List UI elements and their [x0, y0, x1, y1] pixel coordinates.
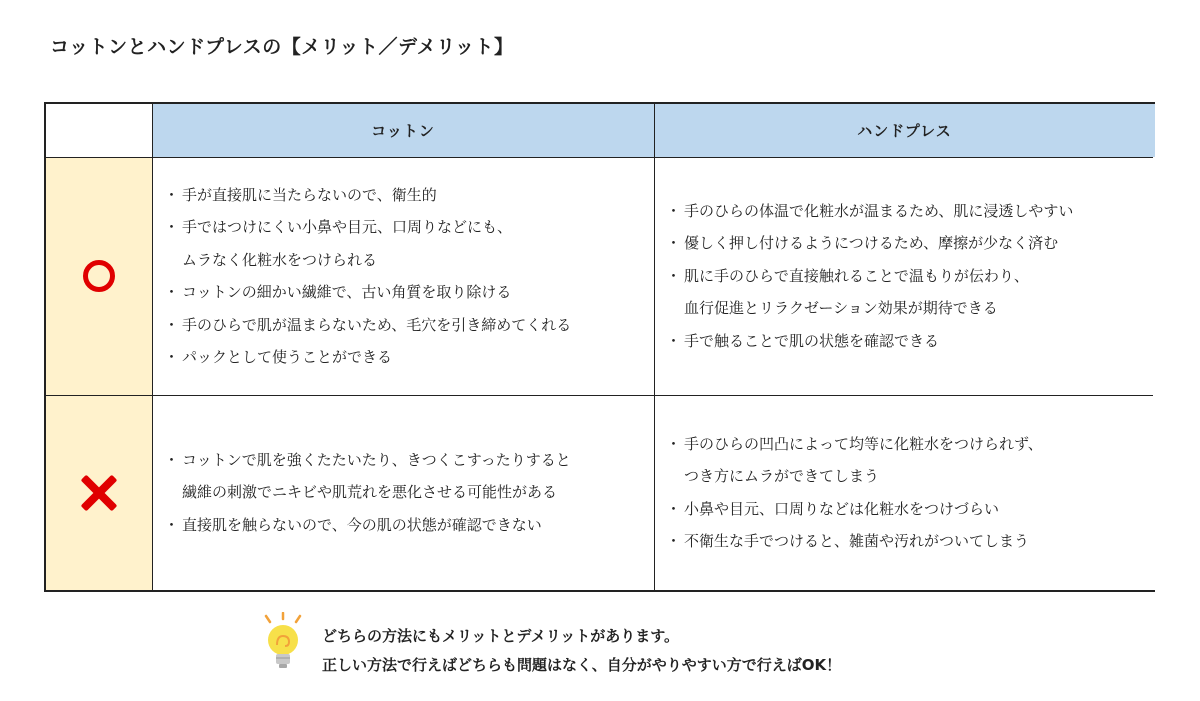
merit-row-label	[46, 157, 152, 395]
list-item: ・ 手のひらで肌が温まらないため、毛穴を引き締めてくれる	[166, 309, 571, 342]
merit-cotton-list	[166, 179, 571, 374]
demerit-cotton-cell	[152, 395, 654, 590]
list-item: ・ パックとして使うことができる	[166, 341, 571, 374]
note-line-2: 正しい方法で行えばどちらも問題はなく、自分がやりやすい方で行えばOK！	[322, 656, 842, 674]
list-item: ・ 手が直接肌に当たらないので、衛生的	[166, 179, 571, 212]
list-item: ・ コットンの細かい繊維で、古い角質を取り除ける	[166, 276, 571, 309]
note-text	[322, 622, 841, 680]
row-divider	[46, 395, 1153, 396]
list-item-continuation	[166, 476, 571, 509]
list-item-continuation	[668, 460, 1043, 493]
list-item-text: ムラなく化粧水をつけられる	[182, 250, 378, 269]
demerit-hand-press-list	[668, 428, 1043, 558]
column-divider	[152, 104, 153, 590]
list-item: ・ 手で触ることで肌の状態を確認できる	[668, 325, 1073, 358]
list-item: ・ 優しく押し付けるようにつけるため、摩擦が少なく済む	[668, 227, 1073, 260]
list-item-text: 血行促進とリラクゼーション効果が期待できる	[684, 299, 998, 318]
list-item-continuation	[166, 244, 571, 277]
summary-note	[258, 612, 958, 682]
row-divider	[46, 157, 1153, 158]
list-item: ・ 手ではつけにくい小鼻や目元、口周りなどにも、	[166, 211, 571, 244]
list-item: ・ 直接肌を触らないので、今の肌の状態が確認できない	[166, 509, 571, 542]
column-divider	[654, 104, 655, 590]
demerit-cotton-list	[166, 444, 571, 542]
list-item-text: 繊維の刺激でニキビや肌荒れを悪化させる可能性がある	[182, 483, 558, 502]
lightbulb-icon	[258, 612, 308, 674]
list-item: ・ 肌に手のひらで直接触れることで温もりが伝わり、	[668, 260, 1073, 293]
list-item-continuation	[668, 292, 1073, 325]
circle-mark-icon	[83, 260, 115, 292]
merit-cotton-cell	[152, 157, 654, 395]
demerit-row-label	[46, 395, 152, 590]
header-hand-press: ハンドプレス	[654, 104, 1155, 157]
note-line-1: どちらの方法にもメリットとデメリットがあります。	[322, 627, 680, 645]
list-item: ・ 小鼻や目元、口周りなどは化粧水をつけづらい	[668, 493, 1043, 526]
header-cotton: コットン	[152, 104, 654, 157]
demerit-hand-press-cell	[654, 395, 1155, 590]
comparison-table	[44, 102, 1155, 592]
merit-hand-press-cell	[654, 157, 1155, 395]
table-corner-cell	[46, 104, 152, 157]
list-item-text: つき方にムラができてしまう	[684, 467, 880, 485]
list-item: ・ 手のひらの凹凸によって均等に化粧水をつけられず、	[668, 428, 1043, 461]
page-title: コットンとハンドプレスの【メリット／デメリット】	[50, 36, 514, 58]
list-item: ・ 不衛生な手でつけると、雑菌や汚れがついてしまう	[668, 525, 1043, 558]
list-item: ・ コットンで肌を強くたたいたり、きつくこすったりすると	[166, 444, 571, 477]
merit-hand-press-list	[668, 195, 1073, 358]
cross-mark-icon	[80, 474, 118, 512]
list-item: ・ 手のひらの体温で化粧水が温まるため、肌に浸透しやすい	[668, 195, 1073, 228]
